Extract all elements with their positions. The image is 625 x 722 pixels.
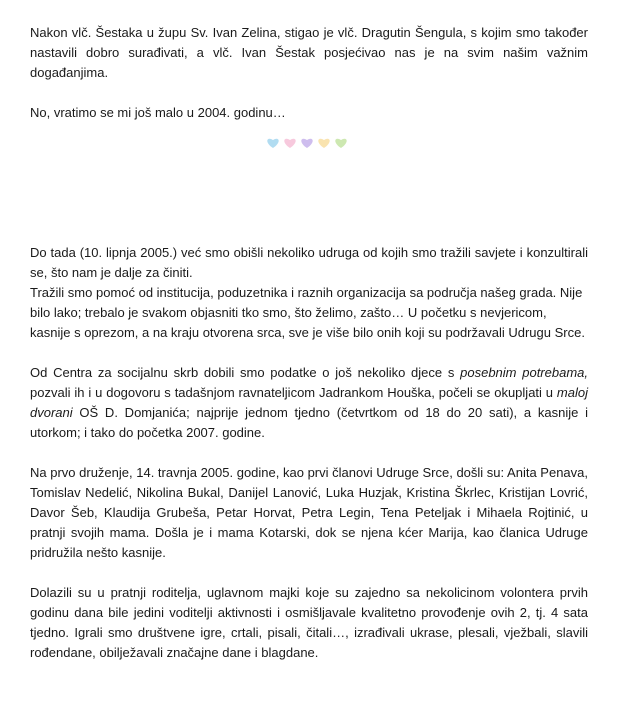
paragraph-sengula: Nakon vlč. Šestaka u župu Sv. Ivan Zelina, stigao je vlč. Dragutin Šengula, s kojim smo također nastavili dobro surađivati, a vlč. Ivan Šestak posjećivao nas je na svim našim važnim događanjima.	[30, 25, 588, 80]
heart-icon	[301, 139, 312, 148]
heart-icon	[335, 139, 346, 148]
paragraph-back-to-2004: No, vratimo se mi još malo u 2004. godinu…	[30, 105, 286, 120]
text-span: Od Centra za socijalnu skrb dobili smo podatke o još nekoliko djece s	[30, 365, 461, 380]
heart-icon	[284, 139, 295, 148]
text-span: pozvali ih i u dogovoru s tadašnjom ravnateljicom Jadrankom Houška, počeli se okupljati u	[30, 385, 557, 400]
document-page	[30, 23, 588, 663]
emphasis-small-hall: maloj dvorani	[30, 385, 588, 420]
paragraph-first-gathering: Na prvo druženje, 14. travnja 2005. godine, kao prvi članovi Udruge Srce, došli su: Anita Penava, Tomislav Nedelić, Nikolina Bukal, Danijel Lanović, Luka Huzjak, Kristina Škrlec, Kristijan Lovrić, Davor Šeb, Klaudija Grubeša, Petar Horvat, Petra Legin, Tena Peteljak i Mihaela Rojtinić, u pratnji svojih mama. Došla je i mama Kotarski, dok se njena kćer Marija, kao članica Udruge pridružila nešto kasnije.	[30, 465, 588, 560]
emphasis-special-needs: posebnim potrebama,	[460, 365, 588, 380]
text-span: OŠ D. Domjanića; najprije jednom tjedno (četvrtkom od 18 do 20 sati), a kasnije i utorkom; i tako do početka 2007. godine.	[30, 405, 588, 440]
paragraph-activities: Dolazili su u pratnji roditelja, uglavnom majki koje su zajedno sa nekolicinom volontera prvih godinu dana bile jedini voditelji aktivnosti i osmišljavale kvalitetno provođenje ovih 2, tj. 4 sata tjedno. Igrali smo društvene igre, crtali, pisali, čitali…, izrađivali ukrase, plesali, vježbali, slavili rođendane, obilježavali značajne dane i blagdane.	[30, 585, 588, 660]
heart-icon	[318, 139, 329, 148]
paragraph-social-care-center	[30, 363, 588, 443]
paragraph-seeking-help: Tražili smo pomoć od institucija, poduzetnika i raznih organizacija sa područja našeg grada. Nije bilo lako; trebalo je svakom objasniti tko smo, što želimo, zašto… U početku s nevjericom, kasnije s oprezom, a na kraju otvorena srca, sve je više bilo onih koji su podržavali Udrugu Srce.	[30, 285, 585, 340]
paragraph-until-then: Do tada (10. lipnja 2005.) već smo obišli nekoliko udruga od kojih smo tražili savjete i konzultirali se, što nam je dalje za činiti.	[30, 245, 588, 280]
hearts-ornament	[30, 123, 588, 163]
colorful-hearts-divider-icon	[259, 135, 359, 151]
heart-icon	[267, 139, 278, 148]
